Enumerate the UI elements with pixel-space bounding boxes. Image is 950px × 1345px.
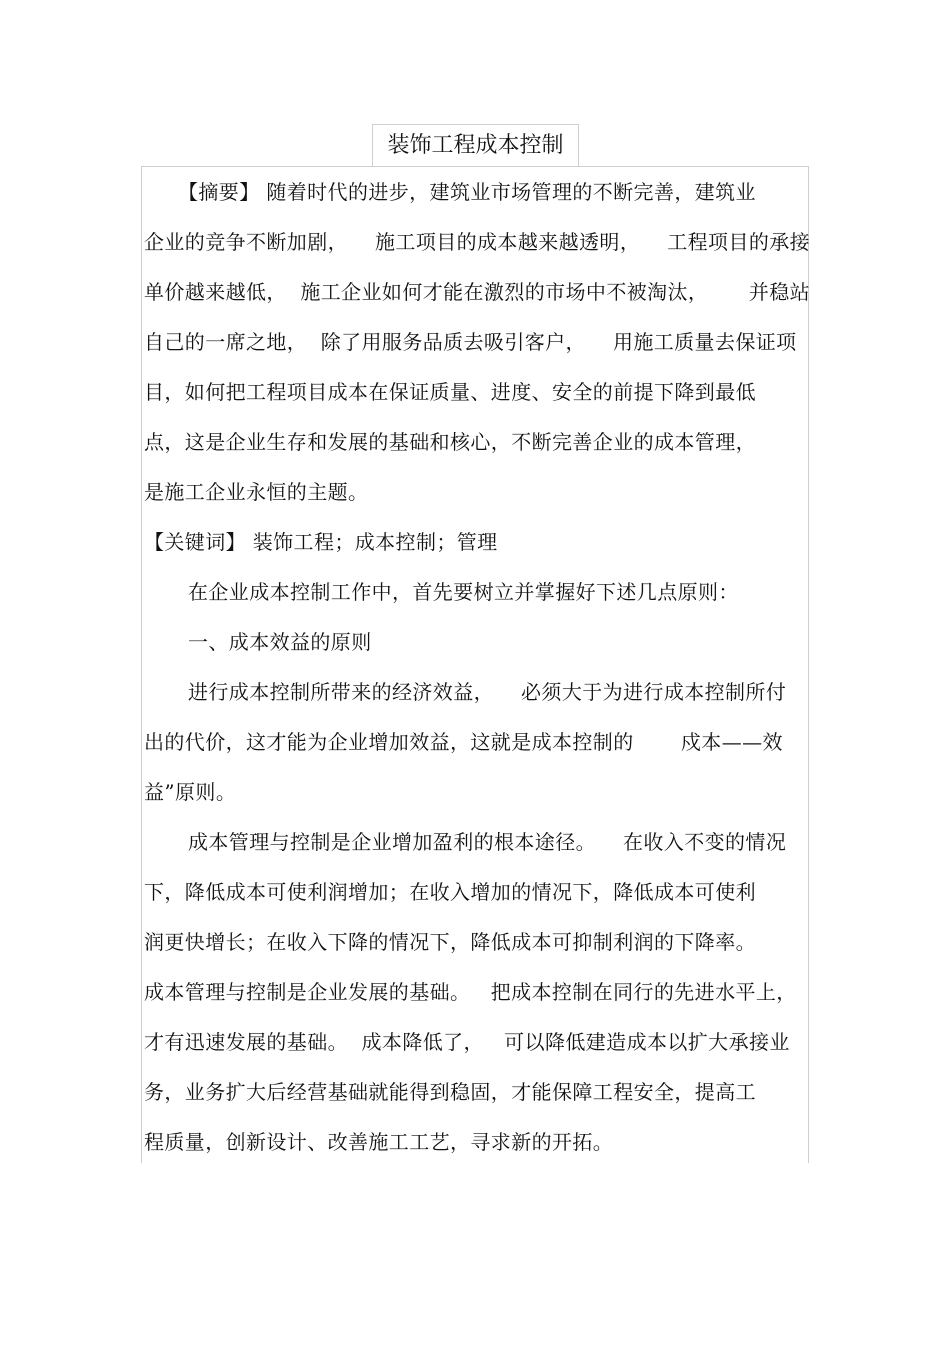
paragraph-3-line-3: 务，业务扩大后经营基础就能得到稳固，才能保障工程安全，提高工 [144,1080,756,1104]
intro-line: 在企业成本控制工作中，首先要树立并掌握好下述几点原则： [188,580,739,604]
text-frame [141,166,809,1163]
paragraph-1-line-1: 进行成本控制所带来的经济效益， 必须大于为进行成本控制所付 [188,680,787,704]
title-frame [372,124,579,167]
abstract-line-4: 自己的一席之地， 除了用服务品质去吸引客户， 用施工质量去保证项 [144,330,797,354]
abstract-line-7: 是施工企业永恒的主题。 [144,480,369,504]
abstract-line-5: 目，如何把工程项目成本在保证质量、进度、安全的前提下降到最低 [144,380,756,404]
paragraph-3-line-2: 才有迅速发展的基础。 成本降低了， 可以降低建造成本以扩大承接业 [144,1030,790,1054]
paragraph-2-line-1: 成本管理与控制是企业增加盈利的根本途径。 在收入不变的情况 [188,830,787,854]
keywords-line: 【关键词】 装饰工程；成本控制；管理 [144,530,498,554]
abstract-line-3: 单价越来越低， 施工企业如何才能在激烈的市场中不被淘汰， 并稳站 [144,280,811,304]
paragraph-2-line-3: 润更快增长；在收入下降的情况下，降低成本可抑制利润的下降率。 [144,930,756,954]
paragraph-1-line-2: 出的代价，这才能为企业增加效益，这就是成本控制的 戍本——效 [144,730,783,754]
paragraph-3-line-1: 成本管理与控制是企业发展的基础。 把成本控制在同行的先进水平上， [144,980,797,1004]
abstract-line-2: 企业的竞争不断加剧， 施工项目的成本越来越透明， 工程项目的承接 [144,230,811,254]
paragraph-1-line-3: 益”原则。 [144,780,237,804]
document-title: 装饰工程成本控制 [387,133,564,158]
paragraph-3-line-4: 程质量，创新设计、改善施工工艺，寻求新的开拓。 [144,1130,614,1154]
abstract-line-1: 【摘要】 随着时代的进步，建筑业市场管理的不断完善，建筑业 [178,180,756,204]
section-heading: 一、成本效益的原则 [188,630,372,654]
paragraph-2-line-2: 下，降低成本可使利润增加；在收入增加的情况下，降低成本可使利 [144,880,756,904]
abstract-line-6: 点，这是企业生存和发展的基础和核心，不断完善企业的成本管理， [144,430,756,454]
